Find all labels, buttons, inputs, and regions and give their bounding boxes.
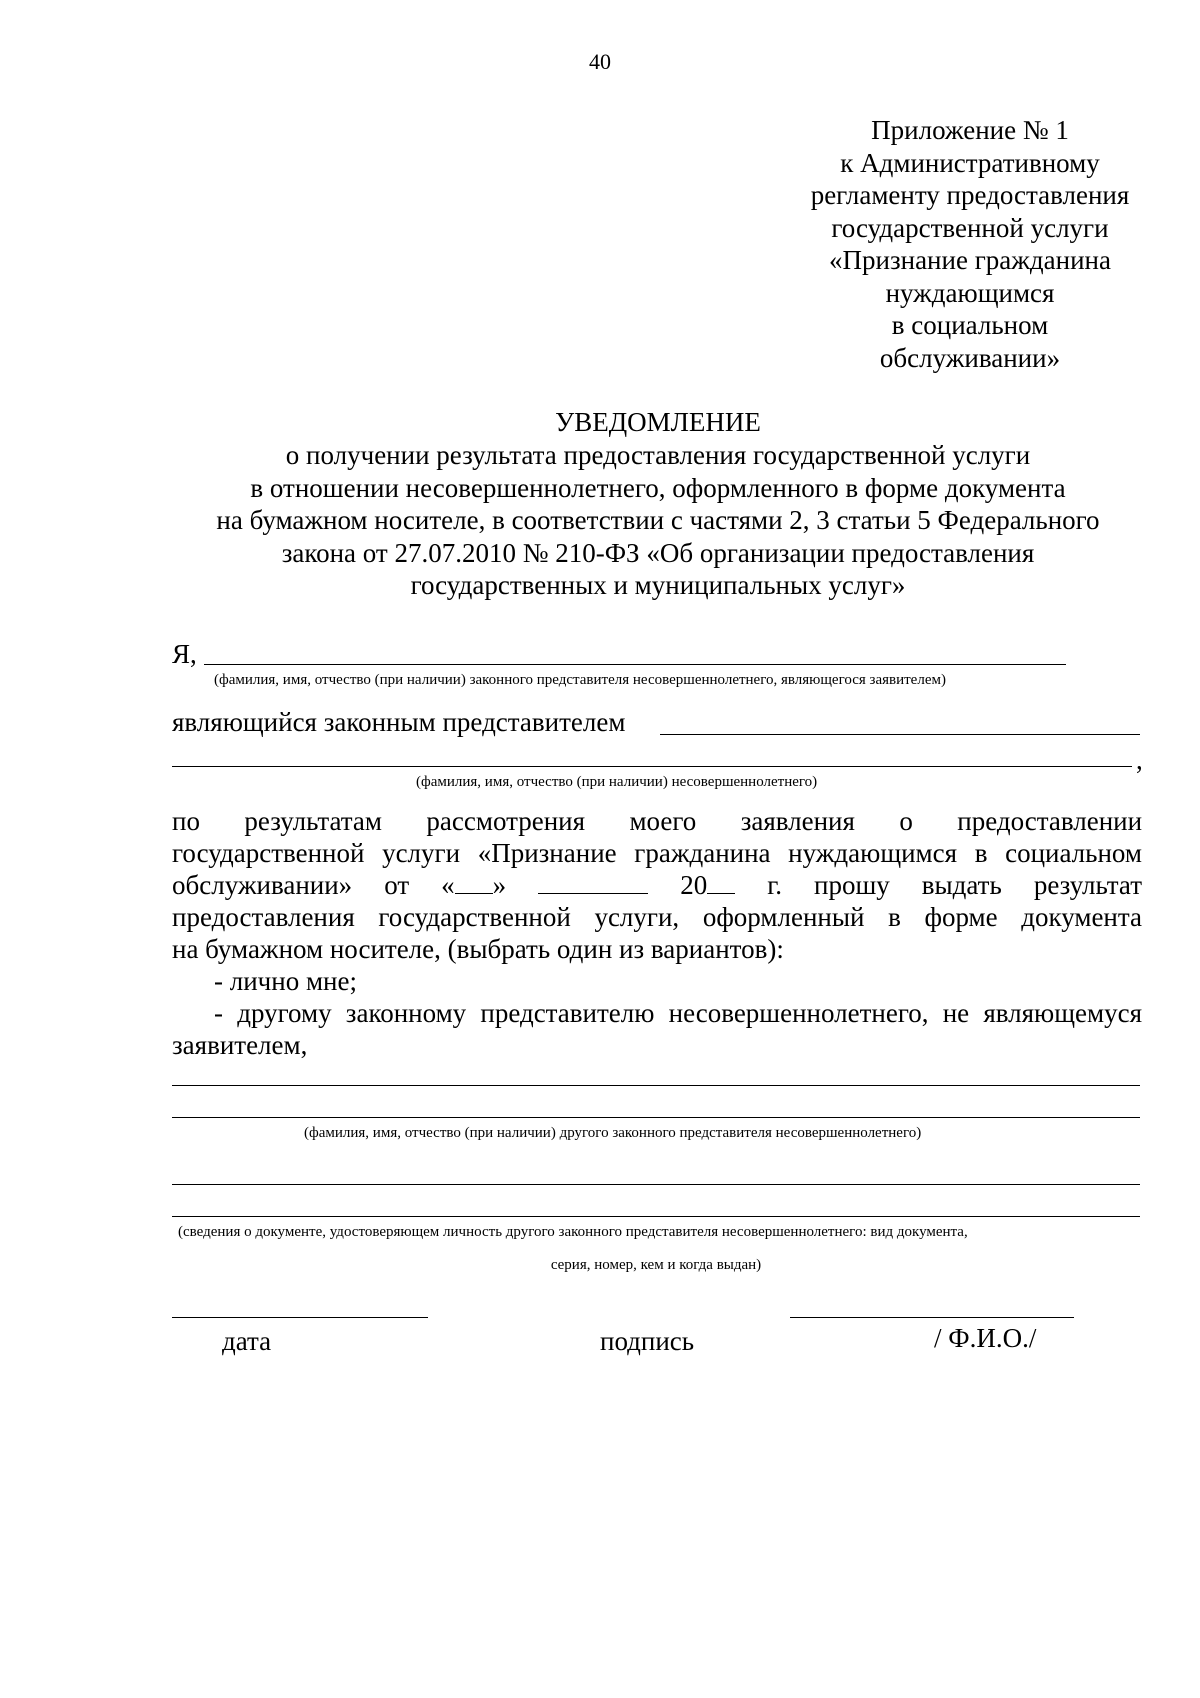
body-line-1: по результатам рассмотрения моего заявления о предоставлении: [172, 806, 1143, 836]
representative-field-1[interactable]: [660, 734, 1140, 735]
subtitle-line: государственных и муниципальных услуг»: [410, 570, 906, 600]
representative-comma: ,: [1136, 745, 1143, 775]
other-rep-doc-field-2[interactable]: [172, 1216, 1140, 1217]
representative-field-2[interactable]: [172, 766, 1132, 767]
appendix-line: обслуживании»: [879, 342, 1061, 373]
application-day-field[interactable]: [455, 869, 493, 894]
fio-label: / Ф.И.О./: [934, 1323, 1037, 1353]
subtitle-line: на бумажном носителе, в соответствии с частями 2, 3 статьи 5 Федерального: [216, 505, 1100, 535]
other-rep-doc-caption-2: серия, номер, кем и когда выдан): [550, 1257, 762, 1273]
document-subtitle: [0, 439, 1200, 602]
minor-name-caption: (фамилия, имя, отчество (при наличии) несовершеннолетнего): [416, 774, 818, 790]
other-rep-name-caption: (фамилия, имя, отчество (при наличии) другого законного представителя несовершеннолетнего): [304, 1125, 922, 1141]
appendix-line: нуждающимся: [885, 277, 1055, 308]
other-rep-name-field-2[interactable]: [172, 1117, 1140, 1118]
application-year-field[interactable]: [707, 869, 735, 894]
page-number: 40: [589, 49, 611, 74]
appendix-line: Приложение № 1: [871, 115, 1069, 145]
date-label: дата: [222, 1326, 272, 1356]
appendix-line: государственной услуги: [831, 212, 1109, 243]
body-line-3: обслуживании» от « » 20 г. прошу выдать результат: [172, 870, 1143, 900]
subtitle-line: в отношении несовершеннолетнего, оформленного в форме документа: [250, 472, 1066, 503]
body-line-5: на бумажном носителе, (выбрать один из вариантов):: [172, 934, 784, 964]
body-line-4: предоставления государственной услуги, оформленный в форме документа: [172, 902, 1142, 932]
other-rep-doc-field-1[interactable]: [172, 1184, 1140, 1185]
option-personally: - лично мне;: [214, 966, 357, 996]
document-heading: УВЕДОМЛЕНИЕ: [555, 407, 761, 437]
appendix-line: в социальном: [891, 310, 1049, 340]
application-month-field[interactable]: [538, 869, 648, 894]
other-rep-name-field-1[interactable]: [172, 1085, 1140, 1086]
option-other-representative-cont: заявителем,: [172, 1030, 308, 1060]
subtitle-line: закона от 27.07.2010 № 210-ФЗ «Об организации предоставления: [281, 537, 1035, 568]
i-label: Я,: [172, 639, 197, 669]
date-field[interactable]: [172, 1317, 428, 1318]
signature-field[interactable]: [790, 1317, 1074, 1318]
signature-label: подпись: [600, 1326, 695, 1356]
appendix-line: к Административному: [840, 147, 1100, 178]
appendix-block: [790, 114, 1150, 374]
appendix-line: регламенту предоставления: [810, 180, 1130, 210]
body-line-2: государственной услуги «Признание гражданина нуждающимся в социальном: [172, 838, 1142, 868]
option-other-representative: - другому законному представителю несовершеннолетнего, не являющемуся: [214, 998, 1142, 1028]
subtitle-line: о получении результата предоставления государственной услуги: [285, 440, 1031, 470]
applicant-name-field[interactable]: [204, 664, 1066, 665]
applicant-name-caption: (фамилия, имя, отчество (при наличии) законного представителя несовершеннолетнего, являющегося заявителем): [214, 672, 946, 688]
appendix-line: «Признание гражданина: [829, 245, 1111, 275]
representative-label: являющийся законным представителем: [172, 707, 626, 737]
other-rep-doc-caption-1: (сведения о документе, удостоверяющем личность другого законного представителя несовершеннолетнего: вид документа,: [178, 1224, 968, 1240]
